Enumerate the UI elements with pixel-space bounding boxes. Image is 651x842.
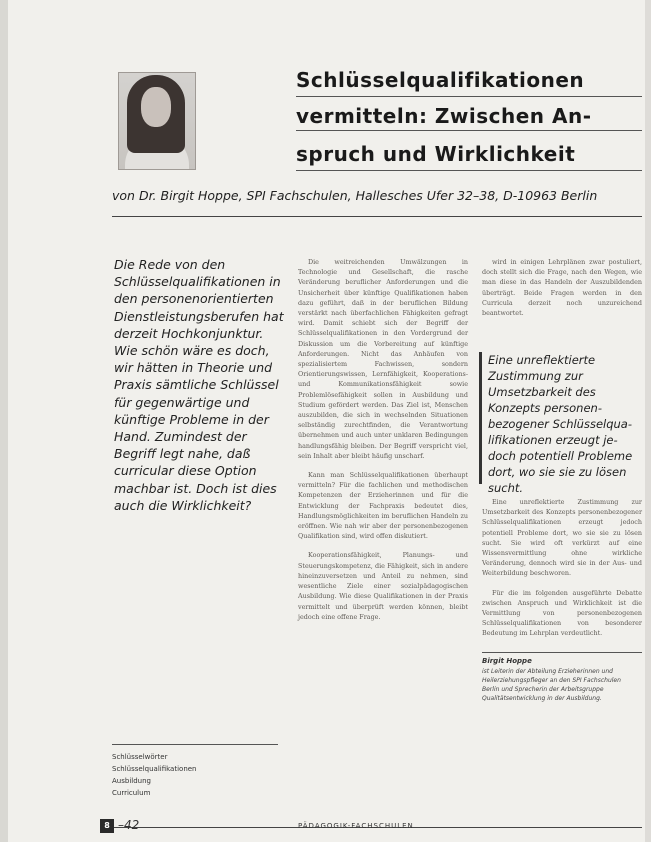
byline-rule [112, 216, 642, 217]
keywords-box [112, 751, 282, 799]
title-line-1: Schlüsselqualifikationen [296, 68, 585, 92]
bio-name: Birgit Hoppe [482, 657, 532, 665]
pullquote-text: Eine unreflektierte Zustimmung zur Umsetzbarkeit des Konzepts personenbezogener Schlüsselqualifikationen erzeugt jedoch potentiell Probleme dort, wo sie sie zu lösen sucht. [488, 353, 633, 495]
title-line-3-a: spruch und [296, 142, 435, 166]
bio-text: ist Leiterin der Abteilung Erzieherinnen und Heilerziehungspfleger an den SPI Fachschulen Berlin und Sprecherin der Arbeitsgruppe Qualitätsentwicklung in der Ausbildung. [482, 668, 621, 702]
lead-text: Die Rede von den Schlüsselqualifikationen in den personenorientierten Dienstleistungsberufen hat derzeit Hochkonjunktur. Wie schön wäre es doch, wir hätten in Theorie und Praxis sämtliche Schlüssel für gegenwärtige und künftige Probleme in der Hand. Zumindest der Begriff legt nahe, daß curricular diese Option machbar ist. Doch ist dies auch die Wirklichkeit? [114, 257, 284, 513]
body-column-3-lower [482, 497, 642, 648]
body-column-2 [298, 257, 468, 631]
scan-edge-right [645, 0, 651, 842]
body-paragraph: Kann man Schlüsselqualifikationen überhaupt vermitteln? Für die fachlichen und methodischen Kompetenzen der Erzieherinnen und für die Entwicklung der Fachpraxis bedeutet dies, Handlungsmöglichkeiten im beruflichen Handeln zu eröffnen. Wie nah wir aber der personenbezogenen Qualifikation sind, wird offen diskutiert. [298, 471, 468, 541]
body-column-3 [482, 257, 642, 327]
pullquote-bar [479, 352, 482, 484]
page-number-handwritten: –42 [118, 818, 140, 832]
body-paragraph: Kooperationsfähigkeit, Planungs- und Steuerungskompetenz, die Fähigkeit, sich in andere hineinzuversetzen und Anteil zu nehmen, sind wesentliche Ziele einer sozialpädagogischen Ausbildung. Wie diese Qualifikationen in der Praxis vermittelt und überprüft werden können, bleibt jedoch eine offene Frage. [298, 551, 468, 621]
keyword-item: Schlüsselqualifikationen [112, 765, 197, 773]
body-paragraph: Für die im folgenden ausgeführte Debatte zwischen Anspruch und Wirklichkeit ist die Vermittlung von personenbezogenen Schlüsselqualifikationen von besonderer Bedeutung im Lehrplan verdeutlicht. [482, 588, 642, 638]
title-line-2: vermitteln: Zwischen An- [296, 104, 592, 128]
author-photo-face [141, 87, 171, 127]
keyword-item: Curriculum [112, 789, 151, 797]
lead-paragraph [114, 256, 284, 514]
body-paragraph: Die weitreichenden Umwälzungen in Technologie und Gesellschaft, die rasche Veränderung beruflicher Anforderungen und die Unsicherheit über künftige Qualifikationen haben dazu geführt, daß in der beruflichen Bildung verstärkt nach überfachlichen Fähigkeiten gefragt wird. Damit schiebt sich der Begriff der Schlüsselqualifikationen in den Vordergrund der Diskussion um die Vorbereitung auf künftige Anforderungen. Nicht das Anhäufen von spezialisiertem Fachwissen, sondern Orientierungswissen, Lernfähigkeit, Kooperations- und Kommunikationsfähigkeit sowie Problemlösefähigkeit sollen in Ausbildung und Studium gefördert werden. Das Ziel ist, Menschen auszubilden, die sich in wechselnden Situationen selbständig zurechtfinden, die Verantwortung übernehmen und auch unter unklaren Bedingungen handlungsfähig bleiben. Der Begriff verspricht viel, sein Inhalt aber bleibt häufig unscharf. [298, 258, 468, 460]
byline: von Dr. Birgit Hoppe, SPI Fachschulen, Hallesches Ufer 32–38, D-10963 Berlin [112, 188, 598, 203]
title-line-3-b: Wirklichkeit [434, 142, 576, 166]
body-paragraph: Eine unreflektierte Zustimmung zur Umsetzbarkeit des Konzepts personenbezogener Schlüsselqualifikationen erzeugt jedoch potentiell Probleme dort, wo sie sie zu lösen sucht. Sie wird oft verkürzt auf eine Wissensvermittlung ohne wirkliche Veränderung, dennoch wird sie in der Aus- und Weiterbildung beschworen. [482, 498, 642, 578]
title-rule-2 [296, 130, 642, 131]
bio-rule [482, 652, 642, 653]
pullquote [488, 352, 640, 496]
body-paragraph: wird in einigen Lehrplänen zwar postuliert, doch stellt sich die Frage, nach den Wegen, wie man diese in das Handeln der Auszubildenden überträgt. Beide Fragen werden in den Curricula derzeit noch unzureichend beantwortet. [482, 258, 642, 318]
journal-name: PÄDAGOGIK-FACHSCHULEN [298, 822, 414, 830]
scan-edge-left [0, 0, 8, 842]
title-rule-3 [296, 170, 642, 171]
keyword-item: Ausbildung [112, 777, 151, 785]
title-rule-1 [296, 96, 642, 97]
title-line-3 [296, 142, 575, 166]
author-photo [118, 72, 196, 170]
keywords-label: Schlüsselwörter [112, 753, 168, 761]
keywords-rule [112, 744, 278, 745]
page-number: 8 [100, 819, 114, 833]
